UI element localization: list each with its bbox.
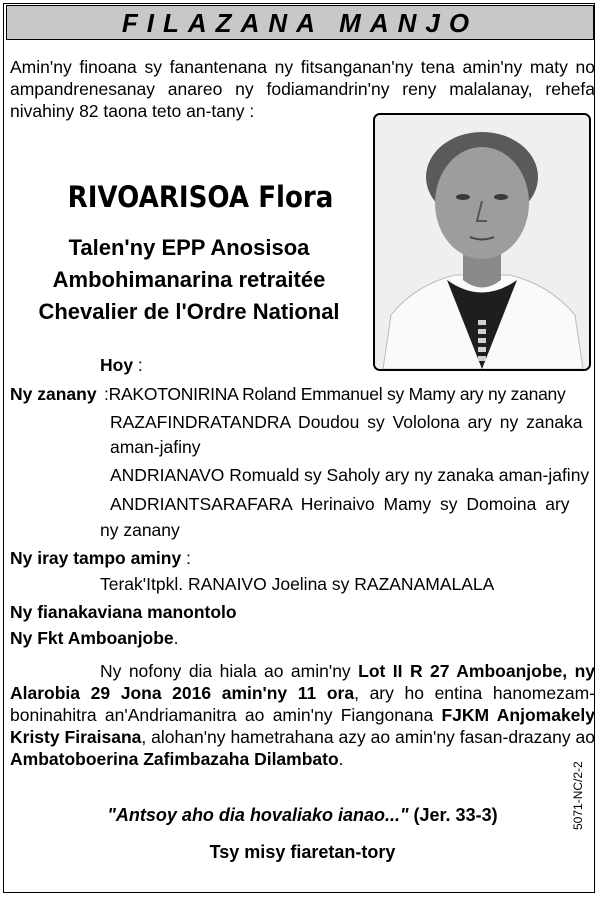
child-line: aman-jafiny [110,437,201,457]
intro-paragraph: Amin'ny finoana sy fanantenana ny fitsanganan'ny tena amin'ny maty no ampandrenesanay anareo ny fodiamandrin'ny reny malalanay, rehefa nivahiny 82 taona teto an-tany : [10,57,595,121]
quote-ref: (Jer. 33-3) [408,805,498,825]
siblings-names: Terak'Itpkl. RANAIVO Joelina sy RAZANAMALALA [100,574,495,594]
funeral-details [10,660,595,770]
child-line: ANDRIANTSARAFARA Herinaivo Mamy sy Domoina ary [110,494,570,514]
reference-code: 5071-NC/2-2 [571,761,585,830]
notice-banner: FILAZANA MANJO [6,5,594,40]
siblings-colon: : [181,548,191,568]
siblings-label: Ny iray tampo aminy [10,548,182,568]
details-text: . [338,749,344,769]
closing-line: Tsy misy fiaretan-tory [209,842,396,862]
extended-family: Ny fianakaviana manontolo [10,602,237,622]
fkt-label: Ny Fkt Amboanjobe [10,628,174,648]
details-text: , alohan'ny hametrahana azy ao amin'ny fasan-drazany ao [141,727,595,747]
details-burial-place: Ambatoboerina Zafimbazaha Dilambato [10,749,339,769]
portrait-photo [373,113,591,371]
title-line: Talen'ny EPP Anosisoa [68,235,310,260]
hoy-line [100,354,143,376]
child-line: ny zanany [100,520,180,540]
quote-text: "Antsoy aho dia hovaliako ianao..." [107,805,409,825]
deceased-titles [10,232,368,328]
title-line: Chevalier de l'Ordre National [38,299,340,324]
portrait-illustration [375,115,589,369]
scripture-quote [10,805,595,826]
siblings-line [10,547,191,569]
child-line: RAZAFINDRATANDRA Doudou sy Vololona ary ny zanaka [110,412,583,432]
details-church: FJKM Anjomakely Kristy Firaisana [10,705,595,747]
details-text: , ary ho entina hanomezam-boninahitra an'Andriamanitra ao amin'ny Fiangonana [10,683,595,725]
details-location-time: Lot II R 27 Amboanjobe, ny Alarobia 29 Jona 2016 amin'ny 11 ora [10,661,595,703]
hoy-label: Hoy [100,355,134,375]
fkt-end: . [173,628,179,648]
child-line: :RAKOTONIRINA Roland Emmanuel sy Mamy ary ny zanany [104,384,566,404]
deceased-name: RIVOARISOA Flora [67,180,334,214]
fkt-line [10,627,179,649]
hoy-colon: : [133,355,143,375]
details-text: Ny nofony dia hiala ao amin'ny [100,661,359,681]
title-line: Ambohimanarina retraitée [52,267,326,292]
child-line: ANDRIANAVO Romuald sy Saholy ary ny zanaka aman-jafiny [110,465,590,485]
children-label: Ny zanany [10,384,97,404]
